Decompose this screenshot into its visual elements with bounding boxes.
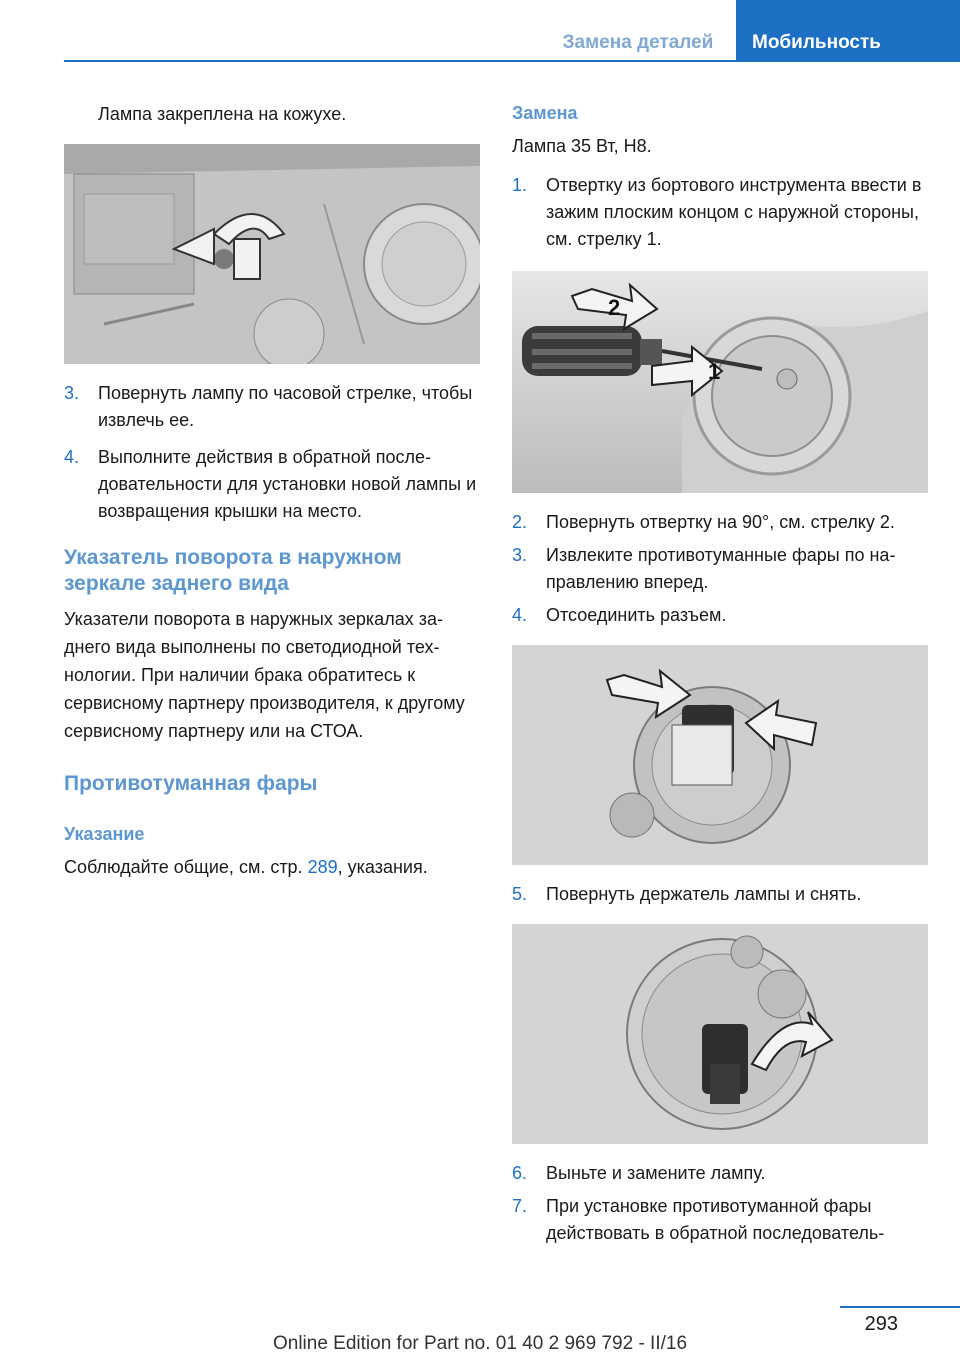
step-text: Выньте и замените лампу. — [546, 1163, 766, 1183]
list-item — [512, 881, 932, 908]
right-steps-mid — [512, 509, 932, 629]
list-item — [512, 1160, 932, 1187]
step-text: Повернуть держатель лампы и снять. — [546, 884, 862, 904]
lamp-holder-figure — [512, 924, 928, 1144]
mirror-turn-signal-text: Указатели поворота в наружных зеркалах заднего вида выполнены по светодиодной технологии. При наличии брака обратитесь к сервисному партнеру производителя, к другому сервисному партнеру или на СТОА. — [64, 609, 465, 741]
step-number: 4. — [512, 605, 528, 625]
step-text: Повернуть лампу по часовой стрелке, чтобы извлечь ее. — [98, 383, 473, 430]
step-text: При установке противотуманной фары действовать в обратной последователь- — [546, 1196, 885, 1243]
arrow-label-1: 1 — [708, 359, 721, 384]
list-item — [512, 172, 932, 253]
lamp-intro-text: Лампа закреплена на кожухе. — [98, 104, 347, 124]
page-number-rule — [840, 1306, 960, 1308]
list-item — [512, 1193, 932, 1247]
step-number: 5. — [512, 884, 528, 904]
note-text — [64, 853, 480, 881]
page-number: 293 — [864, 1313, 898, 1335]
left-column — [64, 100, 480, 881]
page-link[interactable]: 289 — [307, 857, 338, 877]
right-steps-end — [512, 1160, 932, 1247]
step-number: 7. — [512, 1196, 528, 1216]
replacement-heading: Замена — [512, 103, 578, 123]
step-number: 1. — [512, 175, 528, 195]
arrow-label-2: 2 — [608, 295, 621, 320]
left-steps — [64, 380, 480, 525]
step-text: Повернуть отвертку на 90°, см. стрелку 2. — [546, 512, 895, 532]
header-section-tab[interactable]: Замена деталей — [562, 32, 714, 53]
list-item — [512, 509, 932, 536]
step-number: 2. — [512, 512, 528, 532]
fog-light-heading: Противотуманная фары — [64, 772, 318, 795]
engine-bay-figure — [64, 144, 480, 364]
note-heading: Указание — [64, 824, 145, 844]
screwdriver-figure — [512, 271, 928, 493]
step-number: 4. — [64, 447, 80, 467]
step-text: Отвертку из бортового инструмента ввести в зажим плоским концом с наружной стороны, см. стрелку 1. — [546, 175, 922, 249]
step-number: 3. — [512, 545, 528, 565]
step-text: Выполните действия в обратной последовательности для установки новой лампы и возвращения крышки на место. — [98, 447, 477, 521]
right-column — [512, 100, 932, 1247]
edition-footer: Online Edition for Part no. 01 40 2 969 792 - II/16 — [272, 1333, 688, 1354]
list-item — [64, 380, 480, 434]
step-number: 3. — [64, 383, 80, 403]
note-text-before: Соблюдайте общие, см. стр. — [64, 857, 308, 877]
step-text: Отсоединить разъем. — [546, 605, 727, 625]
list-item — [512, 602, 932, 629]
bulb-spec: Лампа 35 Вт, H8. — [512, 136, 652, 156]
list-item — [512, 542, 932, 596]
list-item — [64, 444, 480, 525]
mirror-turn-signal-heading: Указатель поворота в наружном зеркале заднего вида — [64, 546, 402, 595]
step-text: Извлеките противотуманные фары по направлению вперед. — [546, 545, 896, 592]
step-number: 6. — [512, 1163, 528, 1183]
note-text-after: , указания. — [337, 857, 428, 877]
header-rule — [64, 60, 960, 62]
connector-figure — [512, 645, 928, 865]
header-chapter-tab[interactable]: Мобильность — [736, 0, 960, 62]
